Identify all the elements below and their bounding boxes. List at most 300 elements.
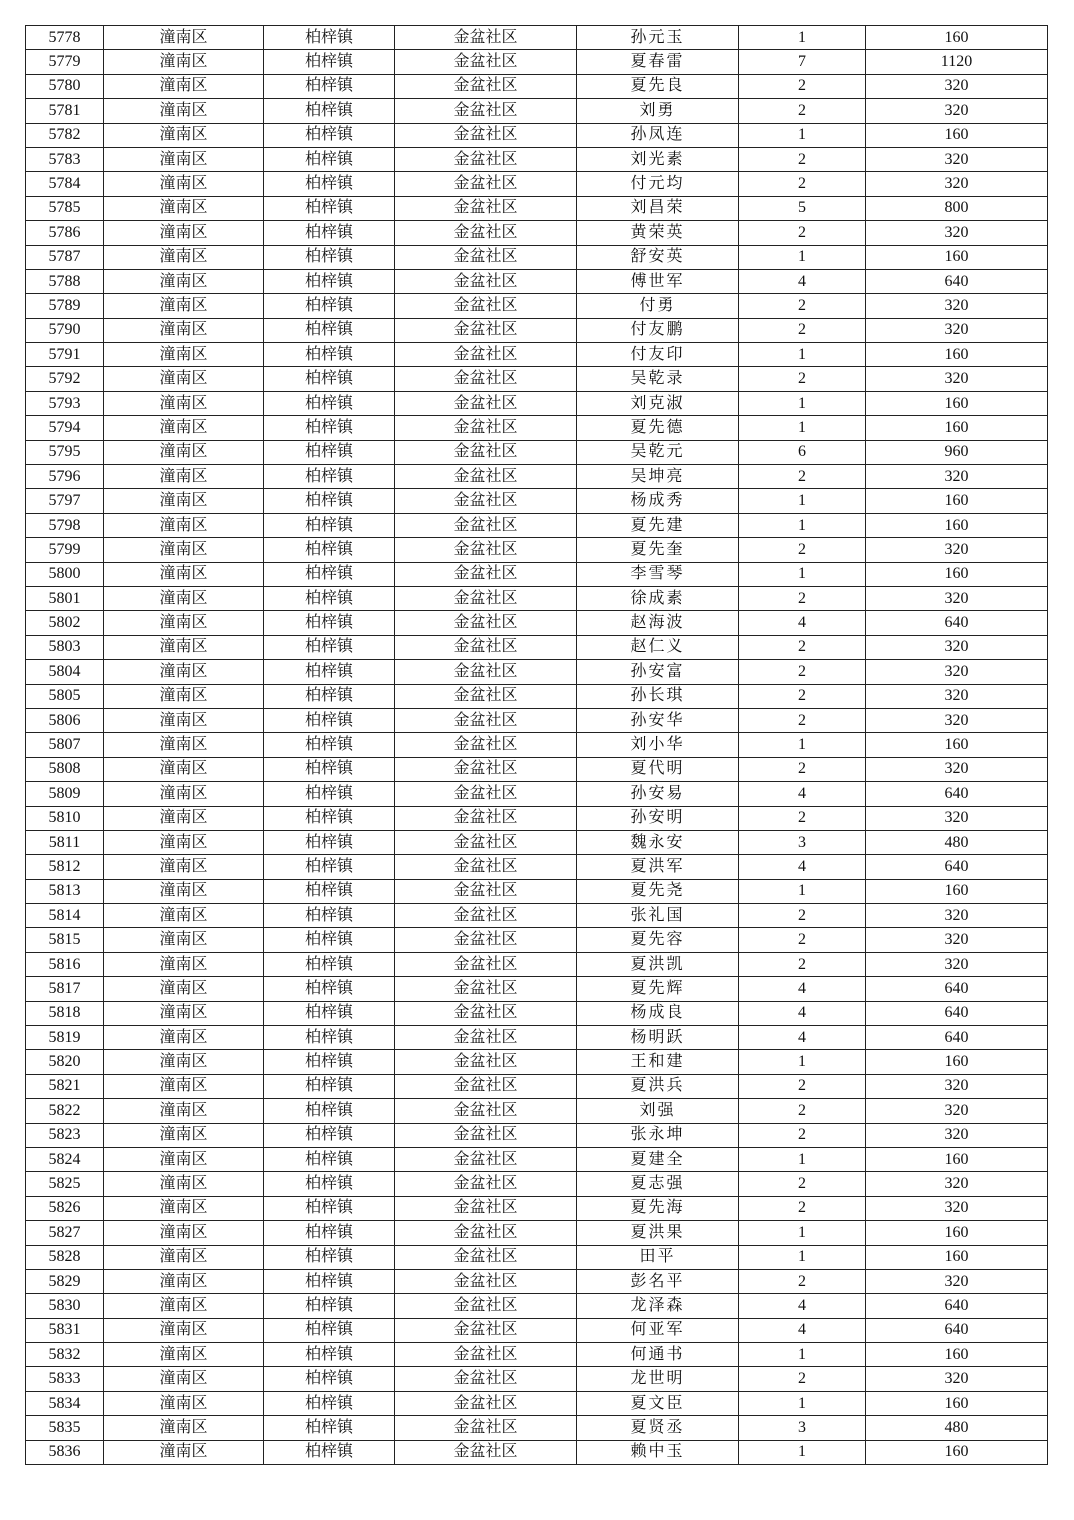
amount-cell: 160	[866, 733, 1048, 757]
table-row	[26, 269, 1048, 293]
community-cell: 金盆社区	[395, 318, 577, 342]
community-cell: 金盆社区	[395, 513, 577, 537]
amount-cell: 160	[866, 416, 1048, 440]
household-size-cell: 5	[739, 196, 866, 220]
name-cell: 何通书	[577, 1343, 739, 1367]
household-size-cell: 1	[739, 562, 866, 586]
household-size-cell: 2	[739, 660, 866, 684]
row-number-cell: 5804	[26, 660, 104, 684]
table-row	[26, 489, 1048, 513]
row-number-cell: 5836	[26, 1440, 104, 1464]
amount-cell: 320	[866, 172, 1048, 196]
row-number-cell: 5787	[26, 245, 104, 269]
community-cell: 金盆社区	[395, 1391, 577, 1415]
table-row	[26, 147, 1048, 171]
household-size-cell: 4	[739, 1318, 866, 1342]
name-cell: 吴乾录	[577, 367, 739, 391]
name-cell: 夏洪凯	[577, 952, 739, 976]
district-cell: 潼南区	[104, 1367, 264, 1391]
community-cell: 金盆社区	[395, 1196, 577, 1220]
name-cell: 夏先尧	[577, 879, 739, 903]
town-cell: 柏梓镇	[264, 318, 395, 342]
table-row	[26, 757, 1048, 781]
row-number-cell: 5794	[26, 416, 104, 440]
amount-cell: 320	[866, 147, 1048, 171]
amount-cell: 160	[866, 489, 1048, 513]
household-size-cell: 4	[739, 977, 866, 1001]
row-number-cell: 5805	[26, 684, 104, 708]
household-size-cell: 1	[739, 513, 866, 537]
amount-cell: 320	[866, 660, 1048, 684]
name-cell: 傅世军	[577, 269, 739, 293]
name-cell: 刘昌荣	[577, 196, 739, 220]
district-cell: 潼南区	[104, 708, 264, 732]
amount-cell: 320	[866, 928, 1048, 952]
town-cell: 柏梓镇	[264, 879, 395, 903]
town-cell: 柏梓镇	[264, 928, 395, 952]
name-cell: 夏先良	[577, 74, 739, 98]
community-cell: 金盆社区	[395, 367, 577, 391]
community-cell: 金盆社区	[395, 733, 577, 757]
name-cell: 夏贤丞	[577, 1416, 739, 1440]
town-cell: 柏梓镇	[264, 440, 395, 464]
row-number-cell: 5800	[26, 562, 104, 586]
name-cell: 付友鹏	[577, 318, 739, 342]
amount-cell: 320	[866, 221, 1048, 245]
amount-cell: 320	[866, 1196, 1048, 1220]
household-size-cell: 1	[739, 343, 866, 367]
district-cell: 潼南区	[104, 1050, 264, 1074]
household-size-cell: 2	[739, 708, 866, 732]
district-cell: 潼南区	[104, 465, 264, 489]
community-cell: 金盆社区	[395, 1147, 577, 1171]
community-cell: 金盆社区	[395, 245, 577, 269]
row-number-cell: 5825	[26, 1172, 104, 1196]
row-number-cell: 5819	[26, 1026, 104, 1050]
community-cell: 金盆社区	[395, 611, 577, 635]
community-cell: 金盆社区	[395, 538, 577, 562]
town-cell: 柏梓镇	[264, 489, 395, 513]
town-cell: 柏梓镇	[264, 1294, 395, 1318]
row-number-cell: 5821	[26, 1074, 104, 1098]
town-cell: 柏梓镇	[264, 830, 395, 854]
community-cell: 金盆社区	[395, 952, 577, 976]
row-number-cell: 5798	[26, 513, 104, 537]
table-row	[26, 708, 1048, 732]
amount-cell: 320	[866, 806, 1048, 830]
community-cell: 金盆社区	[395, 294, 577, 318]
name-cell: 吴坤亮	[577, 465, 739, 489]
household-size-cell: 2	[739, 465, 866, 489]
name-cell: 黄荣英	[577, 221, 739, 245]
community-cell: 金盆社区	[395, 1367, 577, 1391]
household-size-cell: 2	[739, 952, 866, 976]
community-cell: 金盆社区	[395, 221, 577, 245]
row-number-cell: 5806	[26, 708, 104, 732]
table-row	[26, 26, 1048, 50]
town-cell: 柏梓镇	[264, 1416, 395, 1440]
community-cell: 金盆社区	[395, 1440, 577, 1464]
amount-cell: 320	[866, 952, 1048, 976]
district-cell: 潼南区	[104, 318, 264, 342]
town-cell: 柏梓镇	[264, 269, 395, 293]
town-cell: 柏梓镇	[264, 1367, 395, 1391]
table-row	[26, 1245, 1048, 1269]
row-number-cell: 5828	[26, 1245, 104, 1269]
community-cell: 金盆社区	[395, 172, 577, 196]
district-cell: 潼南区	[104, 855, 264, 879]
amount-cell: 320	[866, 1269, 1048, 1293]
table-row	[26, 1221, 1048, 1245]
table-row	[26, 635, 1048, 659]
district-cell: 潼南区	[104, 635, 264, 659]
amount-cell: 320	[866, 1123, 1048, 1147]
row-number-cell: 5822	[26, 1099, 104, 1123]
household-size-cell: 2	[739, 318, 866, 342]
district-cell: 潼南区	[104, 294, 264, 318]
household-size-cell: 2	[739, 74, 866, 98]
household-size-cell: 1	[739, 26, 866, 50]
row-number-cell: 5807	[26, 733, 104, 757]
amount-cell: 320	[866, 538, 1048, 562]
row-number-cell: 5796	[26, 465, 104, 489]
district-cell: 潼南区	[104, 245, 264, 269]
town-cell: 柏梓镇	[264, 635, 395, 659]
community-cell: 金盆社区	[395, 684, 577, 708]
community-cell: 金盆社区	[395, 269, 577, 293]
table-row	[26, 977, 1048, 1001]
row-number-cell: 5792	[26, 367, 104, 391]
row-number-cell: 5831	[26, 1318, 104, 1342]
district-cell: 潼南区	[104, 1440, 264, 1464]
district-cell: 潼南区	[104, 879, 264, 903]
row-number-cell: 5801	[26, 586, 104, 610]
district-cell: 潼南区	[104, 1099, 264, 1123]
town-cell: 柏梓镇	[264, 1391, 395, 1415]
district-cell: 潼南区	[104, 440, 264, 464]
amount-cell: 320	[866, 757, 1048, 781]
district-cell: 潼南区	[104, 830, 264, 854]
amount-cell: 320	[866, 318, 1048, 342]
community-cell: 金盆社区	[395, 1050, 577, 1074]
community-cell: 金盆社区	[395, 1221, 577, 1245]
community-cell: 金盆社区	[395, 806, 577, 830]
row-number-cell: 5785	[26, 196, 104, 220]
name-cell: 夏先德	[577, 416, 739, 440]
community-cell: 金盆社区	[395, 635, 577, 659]
household-size-cell: 2	[739, 684, 866, 708]
community-cell: 金盆社区	[395, 1245, 577, 1269]
community-cell: 金盆社区	[395, 26, 577, 50]
town-cell: 柏梓镇	[264, 1440, 395, 1464]
name-cell: 夏洪兵	[577, 1074, 739, 1098]
table-row	[26, 1440, 1048, 1464]
name-cell: 王和建	[577, 1050, 739, 1074]
table-row	[26, 221, 1048, 245]
district-cell: 潼南区	[104, 538, 264, 562]
amount-cell: 320	[866, 1099, 1048, 1123]
community-cell: 金盆社区	[395, 586, 577, 610]
household-size-cell: 2	[739, 1367, 866, 1391]
amount-cell: 640	[866, 1001, 1048, 1025]
table-row	[26, 513, 1048, 537]
name-cell: 夏文臣	[577, 1391, 739, 1415]
community-cell: 金盆社区	[395, 562, 577, 586]
amount-cell: 160	[866, 1440, 1048, 1464]
row-number-cell: 5781	[26, 99, 104, 123]
community-cell: 金盆社区	[395, 1172, 577, 1196]
amount-cell: 160	[866, 1343, 1048, 1367]
table-row	[26, 1416, 1048, 1440]
town-cell: 柏梓镇	[264, 26, 395, 50]
table-row	[26, 879, 1048, 903]
household-size-cell: 2	[739, 294, 866, 318]
town-cell: 柏梓镇	[264, 1269, 395, 1293]
district-cell: 潼南区	[104, 928, 264, 952]
household-size-cell: 4	[739, 855, 866, 879]
household-size-cell: 6	[739, 440, 866, 464]
town-cell: 柏梓镇	[264, 245, 395, 269]
town-cell: 柏梓镇	[264, 1343, 395, 1367]
community-cell: 金盆社区	[395, 50, 577, 74]
district-cell: 潼南区	[104, 416, 264, 440]
name-cell: 孙安明	[577, 806, 739, 830]
row-number-cell: 5815	[26, 928, 104, 952]
town-cell: 柏梓镇	[264, 294, 395, 318]
table-row	[26, 830, 1048, 854]
table-row	[26, 391, 1048, 415]
district-cell: 潼南区	[104, 1123, 264, 1147]
household-size-cell: 7	[739, 50, 866, 74]
community-cell: 金盆社区	[395, 1123, 577, 1147]
community-cell: 金盆社区	[395, 1099, 577, 1123]
district-cell: 潼南区	[104, 1196, 264, 1220]
household-size-cell: 2	[739, 99, 866, 123]
name-cell: 夏春雷	[577, 50, 739, 74]
district-cell: 潼南区	[104, 269, 264, 293]
town-cell: 柏梓镇	[264, 147, 395, 171]
name-cell: 孙安易	[577, 782, 739, 806]
amount-cell: 800	[866, 196, 1048, 220]
community-cell: 金盆社区	[395, 660, 577, 684]
district-cell: 潼南区	[104, 1391, 264, 1415]
amount-cell: 320	[866, 74, 1048, 98]
row-number-cell: 5782	[26, 123, 104, 147]
community-cell: 金盆社区	[395, 196, 577, 220]
name-cell: 徐成素	[577, 586, 739, 610]
name-cell: 赵仁义	[577, 635, 739, 659]
amount-cell: 160	[866, 245, 1048, 269]
table-row	[26, 1294, 1048, 1318]
amount-cell: 320	[866, 1172, 1048, 1196]
row-number-cell: 5786	[26, 221, 104, 245]
district-cell: 潼南区	[104, 733, 264, 757]
amount-cell: 160	[866, 391, 1048, 415]
community-cell: 金盆社区	[395, 74, 577, 98]
row-number-cell: 5817	[26, 977, 104, 1001]
amount-cell: 160	[866, 1245, 1048, 1269]
amount-cell: 320	[866, 1074, 1048, 1098]
town-cell: 柏梓镇	[264, 904, 395, 928]
household-size-cell: 2	[739, 1099, 866, 1123]
row-number-cell: 5812	[26, 855, 104, 879]
community-cell: 金盆社区	[395, 391, 577, 415]
community-cell: 金盆社区	[395, 1343, 577, 1367]
district-cell: 潼南区	[104, 489, 264, 513]
amount-cell: 160	[866, 1147, 1048, 1171]
town-cell: 柏梓镇	[264, 538, 395, 562]
table-row	[26, 928, 1048, 952]
name-cell: 夏洪果	[577, 1221, 739, 1245]
table-row	[26, 538, 1048, 562]
household-size-cell: 3	[739, 830, 866, 854]
table-row	[26, 806, 1048, 830]
amount-cell: 640	[866, 977, 1048, 1001]
row-number-cell: 5788	[26, 269, 104, 293]
household-size-cell: 1	[739, 245, 866, 269]
amount-cell: 960	[866, 440, 1048, 464]
row-number-cell: 5784	[26, 172, 104, 196]
name-cell: 夏先辉	[577, 977, 739, 1001]
name-cell: 夏先建	[577, 513, 739, 537]
row-number-cell: 5823	[26, 1123, 104, 1147]
row-number-cell: 5827	[26, 1221, 104, 1245]
name-cell: 吴乾元	[577, 440, 739, 464]
name-cell: 夏先海	[577, 1196, 739, 1220]
town-cell: 柏梓镇	[264, 1147, 395, 1171]
name-cell: 孙元玉	[577, 26, 739, 50]
town-cell: 柏梓镇	[264, 684, 395, 708]
town-cell: 柏梓镇	[264, 123, 395, 147]
district-cell: 潼南区	[104, 74, 264, 98]
town-cell: 柏梓镇	[264, 74, 395, 98]
household-size-cell: 2	[739, 928, 866, 952]
name-cell: 刘小华	[577, 733, 739, 757]
amount-cell: 640	[866, 1294, 1048, 1318]
town-cell: 柏梓镇	[264, 562, 395, 586]
name-cell: 刘勇	[577, 99, 739, 123]
table-row	[26, 904, 1048, 928]
table-row	[26, 782, 1048, 806]
amount-cell: 320	[866, 635, 1048, 659]
community-cell: 金盆社区	[395, 928, 577, 952]
name-cell: 田平	[577, 1245, 739, 1269]
town-cell: 柏梓镇	[264, 367, 395, 391]
district-cell: 潼南区	[104, 1294, 264, 1318]
table-row	[26, 367, 1048, 391]
table-row	[26, 562, 1048, 586]
row-number-cell: 5824	[26, 1147, 104, 1171]
row-number-cell: 5833	[26, 1367, 104, 1391]
row-number-cell: 5779	[26, 50, 104, 74]
row-number-cell: 5789	[26, 294, 104, 318]
table-row	[26, 245, 1048, 269]
row-number-cell: 5778	[26, 26, 104, 50]
table-row	[26, 1050, 1048, 1074]
household-size-cell: 1	[739, 1440, 866, 1464]
name-cell: 孙凤连	[577, 123, 739, 147]
household-size-cell: 1	[739, 123, 866, 147]
amount-cell: 640	[866, 855, 1048, 879]
row-number-cell: 5834	[26, 1391, 104, 1415]
district-cell: 潼南区	[104, 391, 264, 415]
row-number-cell: 5795	[26, 440, 104, 464]
district-cell: 潼南区	[104, 1343, 264, 1367]
household-size-cell: 2	[739, 221, 866, 245]
district-cell: 潼南区	[104, 221, 264, 245]
name-cell: 夏志强	[577, 1172, 739, 1196]
community-cell: 金盆社区	[395, 855, 577, 879]
household-size-cell: 2	[739, 757, 866, 781]
row-number-cell: 5820	[26, 1050, 104, 1074]
household-size-cell: 1	[739, 733, 866, 757]
town-cell: 柏梓镇	[264, 757, 395, 781]
amount-cell: 160	[866, 1221, 1048, 1245]
town-cell: 柏梓镇	[264, 465, 395, 489]
household-size-cell: 1	[739, 1147, 866, 1171]
community-cell: 金盆社区	[395, 99, 577, 123]
amount-cell: 320	[866, 586, 1048, 610]
row-number-cell: 5830	[26, 1294, 104, 1318]
district-cell: 潼南区	[104, 977, 264, 1001]
district-cell: 潼南区	[104, 562, 264, 586]
row-number-cell: 5814	[26, 904, 104, 928]
district-cell: 潼南区	[104, 611, 264, 635]
community-cell: 金盆社区	[395, 489, 577, 513]
district-cell: 潼南区	[104, 904, 264, 928]
amount-cell: 160	[866, 343, 1048, 367]
name-cell: 孙安华	[577, 708, 739, 732]
name-cell: 夏代明	[577, 757, 739, 781]
town-cell: 柏梓镇	[264, 782, 395, 806]
community-cell: 金盆社区	[395, 904, 577, 928]
subsidy-list-table	[25, 25, 1048, 1465]
household-size-cell: 3	[739, 1416, 866, 1440]
town-cell: 柏梓镇	[264, 1172, 395, 1196]
amount-cell: 320	[866, 904, 1048, 928]
household-size-cell: 2	[739, 1172, 866, 1196]
row-number-cell: 5826	[26, 1196, 104, 1220]
town-cell: 柏梓镇	[264, 855, 395, 879]
amount-cell: 160	[866, 1050, 1048, 1074]
town-cell: 柏梓镇	[264, 1196, 395, 1220]
community-cell: 金盆社区	[395, 1416, 577, 1440]
household-size-cell: 1	[739, 1343, 866, 1367]
district-cell: 潼南区	[104, 1074, 264, 1098]
district-cell: 潼南区	[104, 586, 264, 610]
table-row	[26, 123, 1048, 147]
district-cell: 潼南区	[104, 26, 264, 50]
row-number-cell: 5803	[26, 635, 104, 659]
household-size-cell: 1	[739, 1050, 866, 1074]
town-cell: 柏梓镇	[264, 196, 395, 220]
district-cell: 潼南区	[104, 123, 264, 147]
table-row	[26, 660, 1048, 684]
amount-cell: 1120	[866, 50, 1048, 74]
community-cell: 金盆社区	[395, 440, 577, 464]
district-cell: 潼南区	[104, 1416, 264, 1440]
household-size-cell: 2	[739, 904, 866, 928]
town-cell: 柏梓镇	[264, 660, 395, 684]
table-row	[26, 1269, 1048, 1293]
household-size-cell: 1	[739, 1391, 866, 1415]
name-cell: 龙世明	[577, 1367, 739, 1391]
household-size-cell: 2	[739, 367, 866, 391]
district-cell: 潼南区	[104, 50, 264, 74]
amount-cell: 320	[866, 1367, 1048, 1391]
amount-cell: 320	[866, 684, 1048, 708]
table-row	[26, 1074, 1048, 1098]
